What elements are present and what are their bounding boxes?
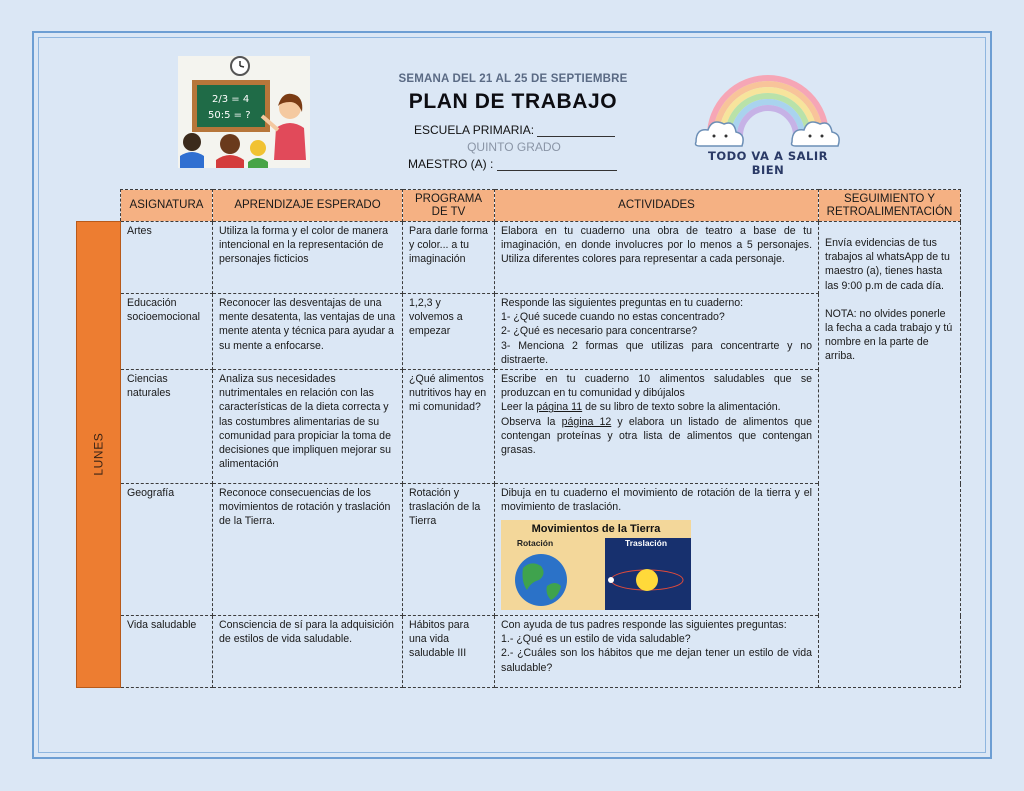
subject-cell: Vida saludable <box>121 616 213 688</box>
teacher-blank-line[interactable] <box>497 158 617 171</box>
followup-cell <box>819 222 961 688</box>
table-header-row <box>77 190 961 222</box>
activity-text: y elabora un listado de alimentos que contengan proteínas y otra lista de alimentos que contengan grasas. <box>501 415 813 457</box>
activity-cell <box>495 616 819 688</box>
week-range: SEMANA DEL 21 AL 25 DE SEPTIEMBRE <box>398 73 628 85</box>
day-label: LUNES <box>91 433 106 477</box>
day-column <box>77 222 121 688</box>
learning-cell: Reconocer las desventajas de una mente desatenta, las ventajas de una mente atenta y técnica para ayudar a su mente a enfocarse. <box>213 294 403 370</box>
earth-globe-icon <box>515 554 567 606</box>
subject-cell: Artes <box>121 222 213 294</box>
grade-label: QUINTO GRADO <box>467 140 561 154</box>
learning-cell: Consciencia de sí para la adquisición de estilos de vida saludable. <box>213 616 403 688</box>
school-label: ESCUELA PRIMARIA: <box>414 123 535 137</box>
tv-program-cell: Rotación y traslación de la Tierra <box>403 484 495 616</box>
followup-instructions: Envía evidencias de tus trabajos al whatsApp de tu maestro (a), tienes hasta las 9:00 p.m de cada día. <box>825 237 950 292</box>
activity-cell: Elabora en tu cuaderno una obra de teatro a base de tu imaginación, en donde involucres por lo menos a 5 personajes. Utiliza diferentes colores para representar a cada personaje. <box>495 222 819 294</box>
learning-cell: Utiliza la forma y el color de manera intencional en la representación de personajes ficticios <box>213 222 403 294</box>
activity-question: 2.- ¿Cuáles son los hábitos que me dejan tener un estilo de vida saludable? <box>501 647 813 674</box>
followup-note: NOTA: no olvides ponerle la fecha a cada trabajo y tú nombre en la parte de arriba. <box>825 307 953 363</box>
school-blank-line[interactable] <box>537 124 615 137</box>
teacher-clipart <box>178 56 310 168</box>
activity-question: 1.- ¿Qué es un estilo de vida saludable? <box>501 633 691 646</box>
learning-cell: Analiza sus necesidades nutrimentales en relación con las características de la dieta correcta y las costumbres alimentarias de su comunidad para propiciar la toma de decisiones que impliquen mejorar su alimentación <box>213 370 403 484</box>
activity-cell <box>495 294 819 370</box>
header-actividades: ACTIVIDADES <box>495 190 819 222</box>
activity-cell <box>495 370 819 484</box>
header-aprendizaje: APRENDIZAJE ESPERADO <box>213 190 403 222</box>
subject-cell: Ciencias naturales <box>121 370 213 484</box>
page-11-link[interactable]: página 11 <box>536 401 583 414</box>
image-title: Movimientos de la Tierra <box>531 523 661 536</box>
subject-cell: Geografía <box>121 484 213 616</box>
activity-question: 1- ¿Qué sucede cuando no estas concentrado? <box>501 311 725 324</box>
activity-text: Leer la <box>501 401 537 414</box>
subject-cell: Educación socioemocional <box>121 294 213 370</box>
tv-program-cell: Hábitos para una vida saludable III <box>403 616 495 688</box>
activity-question: 3- Menciona 2 formas que utilizas para concentrarte y no distraerte. <box>501 339 813 366</box>
activity-paragraph <box>501 415 812 458</box>
image-label-rotation: Rotación <box>516 538 554 549</box>
table-row <box>77 222 961 294</box>
activity-cell <box>495 484 819 616</box>
plan-table <box>76 189 961 688</box>
header-programa: PROGRAMA DE TV <box>403 190 495 222</box>
page-title: PLAN DE TRABAJO <box>408 90 618 113</box>
image-label-translation: Traslación <box>624 538 668 549</box>
school-field <box>414 123 615 137</box>
activity-paragraph <box>501 400 812 414</box>
learning-cell: Reconoce consecuencias de los movimientos de rotación y traslación de la Tierra. <box>213 484 403 616</box>
earth-movements-image <box>501 520 691 610</box>
activity-text: Observa la <box>501 415 562 428</box>
header-corner <box>77 190 121 222</box>
tv-program-cell: Para darle forma y color... a tu imaginación <box>403 222 495 294</box>
header-seguimiento: SEGUIMIENTO Y RETROALIMENTACIÓN <box>819 190 961 222</box>
rainbow-caption: TODO VA A SALIR BIEN <box>707 149 829 177</box>
teacher-field <box>408 157 617 171</box>
orbit-earth-icon <box>608 577 614 583</box>
tv-program-cell: ¿Qué alimentos nutritivos hay en mi comunidad? <box>403 370 495 484</box>
header-asignatura: ASIGNATURA <box>121 190 213 222</box>
activity-text: de su libro de texto sobre la alimentación. <box>582 401 781 414</box>
page-12-link[interactable]: página 12 <box>561 415 612 428</box>
activity-question: 2- ¿Qué es necesario para concentrarse? <box>501 325 698 338</box>
activity-text: Dibuja en tu cuaderno el movimiento de rotación de la tierra y el movimiento de traslación. <box>501 487 813 514</box>
board-text-2: 50:5 = ? <box>208 110 251 121</box>
sun-icon <box>636 569 658 591</box>
teacher-label: MAESTRO (A) : <box>408 157 494 171</box>
tv-program-cell: 1,2,3 y volvemos a empezar <box>403 294 495 370</box>
activity-intro: Responde las siguientes preguntas en tu cuaderno: <box>501 297 744 309</box>
board-text-1: 2/3 = 4 <box>212 94 250 105</box>
activity-paragraph: Escribe en tu cuaderno 10 alimentos saludables que se produzcan en tu comunidad y dibújalos <box>501 373 813 400</box>
activity-intro: Con ayuda de tus padres responde las siguientes preguntas: <box>501 619 787 632</box>
